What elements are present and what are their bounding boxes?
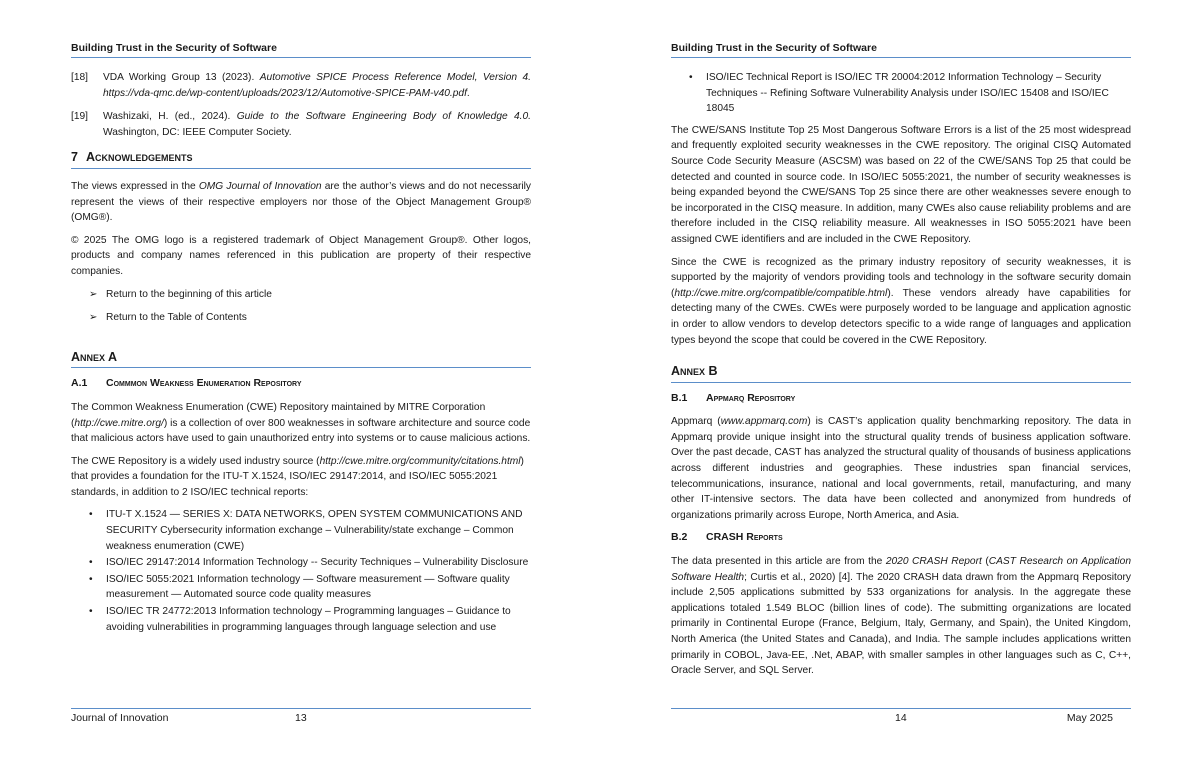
running-header: Building Trust in the Security of Software: [671, 42, 1131, 58]
list-item: • ISO/IEC 29147:2014 Information Technology -- Security Techniques – Vulnerability Disclosure: [89, 557, 529, 569]
cwe-industry-paragraph: Since the CWE is recognized as the primary industry repository of security weaknesses, it is supported by the majority of vendors providing tools and technology in the software security domain (http://cwe.mitre.org/compatible/compatible.html). These vendors already have capabilities for detecting many of the CWEs. CWEs were purposely worded to be language and application agnostic in order to allow vendors to develop detectors specific to a wide range of languages and application types beyond the scope that could be covered in the CWE Repository.: [671, 256, 1131, 346]
footer-journal: Journal of Innovation: [71, 712, 169, 724]
a1-paragraph-2: The CWE Repository is a widely used industry source (http://cwe.mitre.org/community/citations.html) that provides a foundation for the ITU-T X.1524, ISO/IEC 29147:2014, and ISO/IEC 5055:2021 standards, in addition to 2 ISO/IEC technical reports:: [71, 455, 524, 498]
reference-title: Automotive SPICE Process Reference Model, Version 4. https://vda-qmc.de/wp-content/uploads/2023/12/Automotive-SPICE-PAM-v40.pdf: [103, 72, 531, 99]
list-item: • ITU-T X.1524 — SERIES X: DATA NETWORKS, OPEN SYSTEM COMMUNICATIONS AND SECURITY Cybersecurity information exchange – Vulnerability/state exchange – Common weakness enumeration (CWE): [89, 509, 523, 552]
subsection-heading-a1: A.1 Commmon Weakness Enumeration Repository: [71, 377, 302, 390]
list-item: • ISO/IEC Technical Report is ISO/IEC TR 20004:2012 Information Technology – Security Techniques -- Refining Software Vulnerability Analysis under ISO/IEC 15408 and ISO/IEC 18045: [689, 72, 1109, 115]
subsection-heading-b2: B.2 CRASH Reports: [671, 531, 783, 544]
subsection-heading-b1: B.1 Appmarq Repository: [671, 391, 796, 404]
right-page: [671, 0, 1131, 776]
ack-paragraph-2: © 2025 The OMG logo is a registered trademark of Object Management Group®. Other logos, products and company names referenced in this publication are property of their respective companies.: [71, 234, 531, 277]
arrow-bullet-icon: ➢: [89, 288, 98, 300]
left-page: [71, 0, 531, 776]
standards-list-continued: [689, 70, 1131, 117]
annex-b-heading: Annex B: [671, 364, 1131, 383]
reference-19: [19] Washizaki, H. (ed., 2024). Guide to the Software Engineering Body of Knowledge 4.0. Washington, DC: IEEE Computer Society.: [71, 109, 531, 140]
return-to-toc-link[interactable]: ➢ Return to the Table of Contents: [89, 310, 531, 326]
list-item: • ISO/IEC 5055:2021 Information technology — Software measurement — Software quality measurement — Automated source code quality measures: [89, 573, 510, 601]
page-footer: [71, 708, 531, 726]
right-page-body: [671, 70, 1131, 686]
reference-18: [18] VDA Working Group 13 (2023). Automotive SPICE Process Reference Model, Version 4. https://vda-qmc.de/wp-content/uploads/2023/12/Automotive-SPICE-PAM-v40.pdf.: [71, 70, 531, 101]
reference-number: [18]: [71, 72, 88, 83]
return-to-article-link[interactable]: ➢ Return to the beginning of this article: [89, 287, 531, 303]
cwe-sans-paragraph: The CWE/SANS Institute Top 25 Most Dangerous Software Errors is a list of the 25 most widespread and frequently exploited security weaknesses in the CWE repository. The original CISQ Automated Source Code Security Measure (ASCSM) was based on 22 of the CWE/SANS Top 25 that could be detected and counted in source code. In ISO/IEC 5055:2021, the number of security weaknesses is being expanded beyond the CWE/SANS Top 25 since there are other weaknesses severe enough to be incorporated in the CISQ measure. In addition, many CWEs also cause reliability problems and are therefore included in the CISQ reliability measure. All weaknesses in ISO 5055:2021 have been assigned CWE identifiers and are included in the CWE Repository.: [671, 124, 1131, 245]
list-item: • ISO/IEC TR 24772:2013 Information technology – Programming languages – Guidance to avoiding vulnerabilities in programming languages through language selection and use: [89, 606, 511, 633]
a1-paragraph-1: The Common Weakness Enumeration (CWE) Repository maintained by MITRE Corporation (http://cwe.mitre.org/) is a collection of over 800 weaknesses in software architecture and source code that malicious actors have used to gain unauthorized entry into systems or to cause malicious actions.: [71, 401, 531, 445]
standards-list: [89, 507, 531, 635]
page-footer: [671, 708, 1131, 726]
left-page-body: [71, 70, 531, 641]
footer-page-number: 14: [895, 712, 907, 724]
annex-a-heading: Annex A: [71, 350, 531, 369]
reference-title: Guide to the Software Engineering Body of Knowledge 4.0.: [236, 111, 532, 123]
arrow-bullet-icon: ➢: [89, 312, 98, 324]
footer-page-number: 13: [295, 712, 307, 724]
b1-paragraph: Appmarq (www.appmarq.com) is CAST’s application quality benchmarking repository. The data in Appmarq provide unique insight into the structural quality trends of business application software. Over the past decade, CAST has analyzed the structural quality of thousands of business applications across different industries and geographies. These industries span financial services, telecommunications, insurance, national and local governments, retail, manufacturing, and many other IT-intensive sectors. The data have been collected and anonymized from hundreds of organizations primarily across Europe, North America, and Asia.: [671, 416, 1131, 521]
ack-paragraph-1: The views expressed in the OMG Journal of Innovation are the author’s views and do not necessarily represent the views of their respective employers nor those of the Object Management Group® (OMG®).: [71, 180, 532, 224]
section-heading-acknowledgements: 7 Acknowledgements: [71, 150, 531, 169]
footer-date: May 2025: [1066, 712, 1113, 724]
reference-number: [19]: [71, 111, 88, 123]
running-header: Building Trust in the Security of Software: [71, 42, 531, 58]
b2-paragraph: The data presented in this article are from the 2020 CRASH Report (CAST Research on Application Software Health; Curtis et al., 2020) [4]. The 2020 CRASH data drawn from the Appmarq Repository include 2,505 applications submitted by 533 organizations for analysis. In the aggregate these applications totaled 1.549 BLOC (billion lines of code). The submitting organizations are located primarily in Continental Europe (France, Belgium, Italy, Germany, and Spain), the United Kingdom, North America (the United States and Canada), and India. The sample includes applications written primarily in COBOL, Java-EE, .Net, ABAP, with smaller samples in other languages such as C, C++, Oracle Server, and SQL Server.: [671, 556, 1131, 677]
